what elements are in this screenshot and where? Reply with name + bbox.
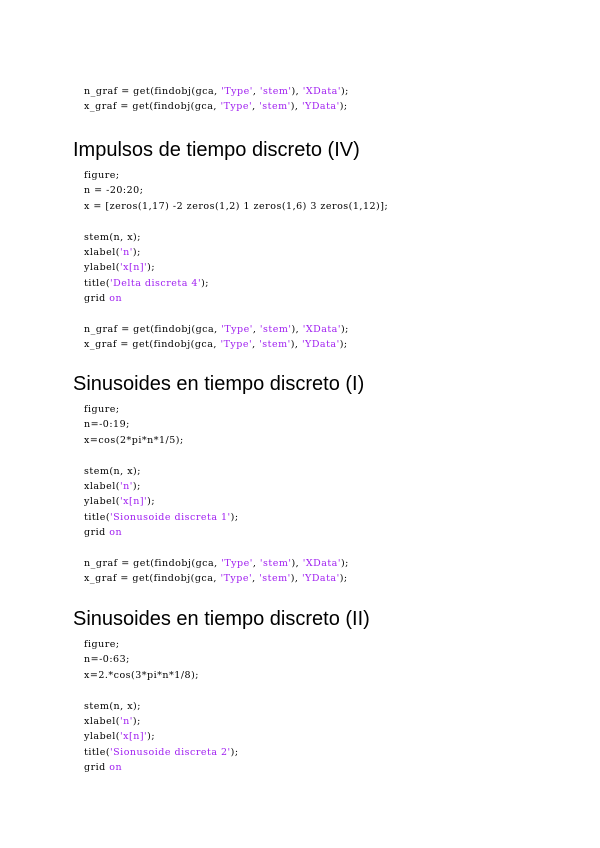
code-line — [84, 525, 349, 540]
code-line — [84, 668, 239, 683]
code-string: 'Type' — [220, 573, 253, 585]
code-string: 'Sionusoide discreta 2' — [110, 746, 231, 758]
code-block-2 — [84, 402, 349, 587]
code-text: , — [252, 573, 260, 585]
code-text: ylabel( — [84, 496, 121, 508]
code-string: 'Type' — [220, 339, 253, 351]
code-line — [84, 276, 388, 291]
code-line — [84, 464, 349, 479]
code-string: 'YData' — [301, 101, 340, 113]
code-blank-line — [84, 307, 388, 322]
code-text: figure; — [84, 639, 120, 650]
code-line — [84, 745, 239, 760]
code-line — [84, 699, 239, 714]
code-text: n_graf = get(findobj(gca, — [84, 86, 222, 97]
code-line — [84, 510, 349, 525]
code-text: xlabel( — [84, 246, 121, 258]
code-text: ); — [132, 480, 141, 492]
code-text: ); — [339, 339, 348, 351]
code-string: 'stem' — [259, 323, 292, 335]
code-text: , — [252, 101, 260, 113]
code-string: 'Type' — [220, 101, 253, 113]
code-line — [84, 556, 349, 571]
code-text: xlabel( — [84, 480, 121, 492]
code-text: stem(n, x); — [84, 700, 141, 712]
code-text: ); — [230, 746, 239, 758]
code-keyword: on — [109, 527, 123, 539]
code-text: ), — [290, 339, 302, 351]
section-heading-sinusoides-i: Sinusoides en tiempo discreto (I) — [73, 373, 365, 395]
code-text: , — [252, 339, 260, 351]
code-string: 'Sionusoide discreta 1' — [110, 511, 231, 523]
code-block-0 — [84, 84, 349, 115]
code-line — [84, 729, 239, 744]
code-string: 'Delta discreta 4' — [110, 277, 202, 289]
code-line — [84, 245, 388, 260]
code-line — [84, 714, 239, 729]
code-line — [84, 494, 349, 509]
code-text: x_graf = get(findobj(gca, — [84, 573, 221, 585]
code-line — [84, 291, 388, 306]
code-line — [84, 230, 388, 245]
code-text: ); — [339, 573, 348, 585]
code-line — [84, 322, 388, 337]
code-text: , — [252, 323, 260, 335]
code-text: ); — [147, 496, 156, 508]
code-string: 'XData' — [302, 86, 341, 97]
code-text: ); — [340, 86, 349, 97]
code-string: 'stem' — [259, 573, 291, 585]
code-text: x_graf = get(findobj(gca, — [84, 339, 221, 351]
code-text: n=-0:19; — [84, 419, 130, 431]
code-text: ylabel( — [84, 262, 121, 274]
code-line — [84, 99, 349, 114]
code-blank-line — [84, 541, 349, 556]
section-heading-impulsos-iv: Impulsos de tiempo discreto (IV) — [73, 139, 360, 161]
code-line — [84, 168, 388, 183]
code-string: 'n' — [120, 715, 133, 727]
code-string: 'stem' — [259, 339, 291, 351]
code-text: x_graf = get(findobj(gca, — [84, 101, 221, 113]
code-string: 'XData' — [302, 323, 341, 335]
code-text: xlabel( — [84, 715, 121, 727]
code-line — [84, 433, 349, 448]
code-text: title( — [84, 511, 111, 523]
code-string: 'stem' — [259, 86, 292, 97]
code-text: grid — [84, 527, 110, 539]
code-text: ); — [147, 731, 156, 743]
code-text: ); — [132, 246, 141, 258]
code-text: ); — [230, 511, 239, 523]
code-blank-line — [84, 448, 349, 463]
code-text: ), — [290, 573, 302, 585]
code-string: 'stem' — [259, 101, 291, 113]
code-keyword: on — [109, 762, 123, 774]
code-string: 'Type' — [221, 323, 253, 335]
code-text: figure; — [84, 404, 120, 415]
code-text: title( — [84, 746, 111, 758]
code-text: ); — [339, 101, 348, 113]
code-string: 'x[n]' — [120, 262, 148, 274]
code-line — [84, 760, 239, 775]
code-text: ), — [290, 101, 302, 113]
code-string: 'YData' — [301, 573, 340, 585]
code-text: ); — [132, 715, 141, 727]
code-block-1 — [84, 168, 388, 353]
code-text: x=2.*cos(3*pi*n*1/8); — [84, 669, 199, 681]
code-block-3 — [84, 637, 239, 776]
code-text: ); — [201, 277, 209, 289]
code-line — [84, 402, 349, 417]
code-keyword: on — [109, 293, 123, 305]
code-string: 'Type' — [221, 86, 253, 97]
code-line — [84, 337, 388, 352]
code-line — [84, 260, 388, 275]
code-text: , — [252, 86, 260, 97]
code-text: grid — [84, 293, 110, 305]
code-string: 'XData' — [302, 557, 341, 569]
code-text: figure; — [84, 170, 120, 181]
code-text: ); — [340, 323, 349, 335]
code-blank-line — [84, 214, 388, 229]
code-text: , — [252, 557, 260, 569]
code-text: ); — [340, 557, 349, 569]
code-line — [84, 183, 388, 198]
code-text: stem(n, x); — [84, 465, 141, 477]
code-text: n = -20:20; — [84, 185, 144, 197]
code-text: x = [zeros(1,17) -2 zeros(1,2) 1 zeros(1,6) 3 zeros(1,12)]; — [84, 200, 389, 212]
code-text: ), — [291, 323, 303, 335]
code-string: 'n' — [120, 246, 133, 258]
code-text: n_graf = get(findobj(gca, — [84, 323, 222, 335]
code-text: grid — [84, 762, 110, 774]
code-blank-line — [84, 683, 239, 698]
code-string: 'Type' — [221, 557, 253, 569]
code-string: 'x[n]' — [120, 731, 148, 743]
code-text: stem(n, x); — [84, 231, 141, 243]
code-text: ), — [291, 557, 303, 569]
code-text: n_graf = get(findobj(gca, — [84, 557, 222, 569]
code-line — [84, 637, 239, 652]
code-text: ), — [291, 86, 303, 97]
code-text: n=-0:63; — [84, 654, 130, 666]
code-line — [84, 84, 349, 99]
code-text: ylabel( — [84, 731, 121, 743]
code-line — [84, 417, 349, 432]
code-string: 'YData' — [301, 339, 340, 351]
code-string: 'x[n]' — [120, 496, 148, 508]
code-line — [84, 479, 349, 494]
code-text: ); — [147, 262, 156, 274]
code-line — [84, 199, 388, 214]
code-line — [84, 571, 349, 586]
code-string: 'stem' — [259, 557, 292, 569]
code-text: x=cos(2*pi*n*1/5); — [84, 434, 184, 446]
section-heading-sinusoides-ii: Sinusoides en tiempo discreto (II) — [73, 608, 370, 630]
code-string: 'n' — [120, 480, 133, 492]
code-text: title( — [84, 277, 111, 289]
code-line — [84, 652, 239, 667]
